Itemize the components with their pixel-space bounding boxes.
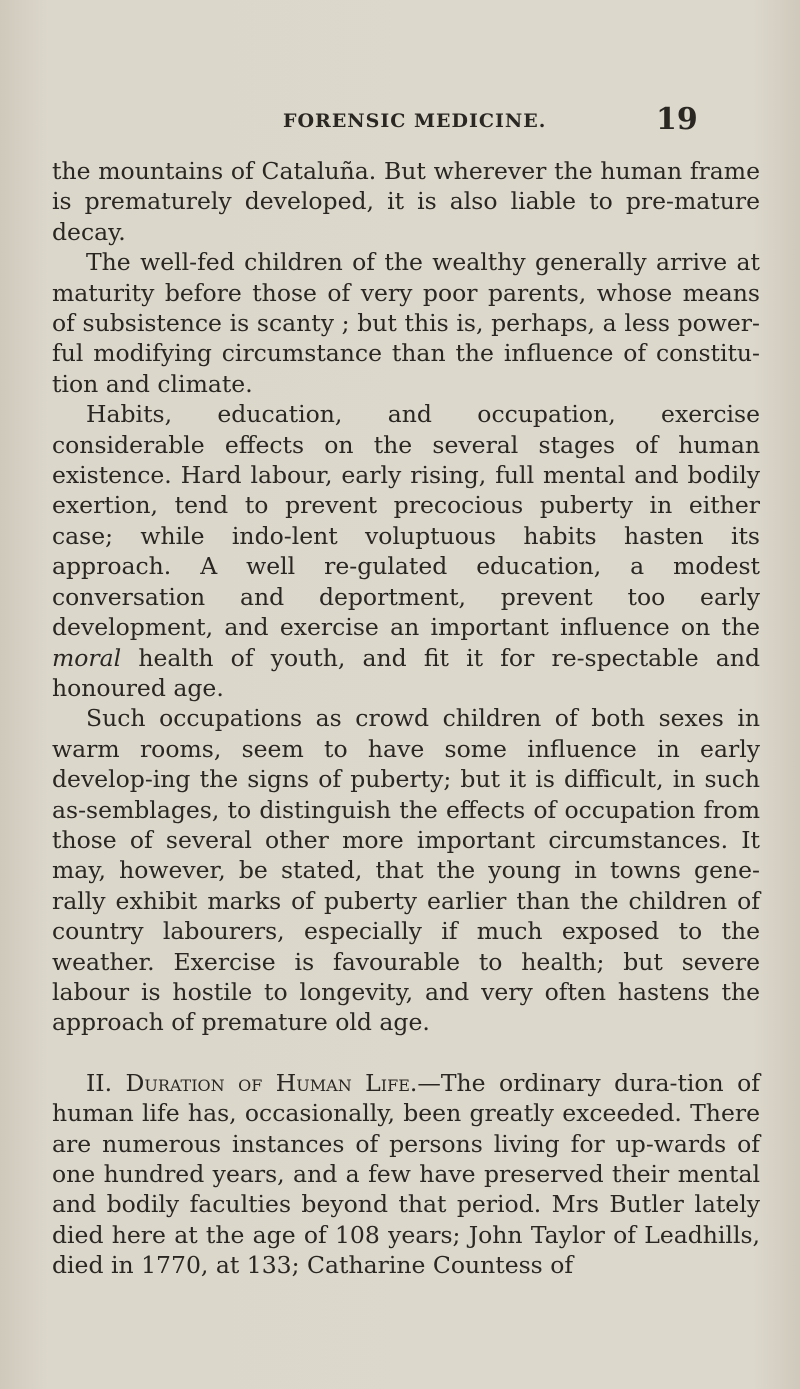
italic-word-moral: moral bbox=[52, 643, 122, 672]
section-heading: II. Duration of Human Life. bbox=[86, 1068, 418, 1097]
page-number: 19 bbox=[656, 102, 698, 137]
paragraph-4: Such occupations as crowd children of both sexes in warm rooms, seem to have some influence in early develop-ing the signs of puberty; but it is difficult, in such as-semblages, to distinguish the effects of occupation from those of several other more important circumstances. It may, however, be stated, that the young in towns gene-rally exhibit marks of puberty earlier than the children of country labourers, especially if much exposed to the weather. Exercise is favourable to health; but severe labour is hostile to longevity, and very often hastens the approach of premature old age. bbox=[52, 704, 760, 1037]
body-text bbox=[52, 156, 760, 1281]
paragraph-2: The well-fed children of the wealthy generally arrive at maturity before those of very poor parents, whose means of subsistence is scanty ; but this is, perhaps, a less power-ful modifying circumstance than the influence of constitu-tion and climate. bbox=[52, 248, 760, 398]
section-paragraph bbox=[52, 1068, 760, 1281]
paragraph-3 bbox=[52, 399, 760, 703]
section-text: —The ordinary dura-tion of human life has, occasionally, been greatly exceeded. There are numerous instances of persons living for up-wards of one hundred years, and a few have preserved their mental and bodily faculties beyond that period. Mrs Butler lately died here at the age of 108 years; John Taylor of Leadhills, died in 1770, at 133; Catharine Countess of bbox=[52, 1068, 760, 1280]
paragraph-1: the mountains of Cataluña. But wherever the human frame is prematurely developed, it is also liable to pre-mature decay. bbox=[52, 157, 760, 246]
paragraph-3-text-b: health of youth, and fit it for re-spectable and honoured age. bbox=[52, 643, 760, 702]
paragraph-3-text-a: Habits, education, and occupation, exercise considerable effects on the several stages of human existence. Hard labour, early rising, full mental and bodily exertion, tend to prevent precocious puberty in either case; while indo-lent voluptuous habits hasten its approach. A well re-gulated education, a modest conversation and deportment, prevent too early development, and exercise an important influence on the bbox=[52, 400, 760, 642]
page-header bbox=[0, 102, 800, 138]
running-title: FORENSIC MEDICINE. bbox=[283, 110, 547, 132]
